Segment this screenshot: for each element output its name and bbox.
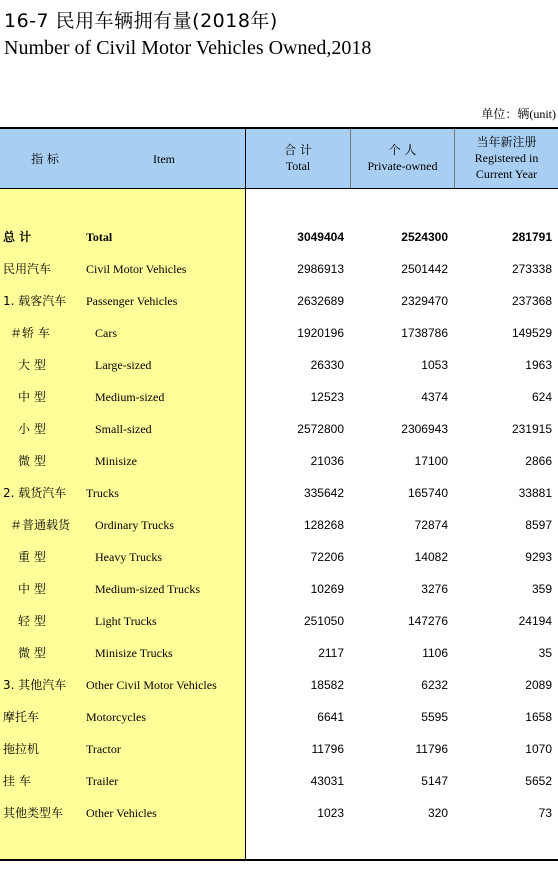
- row-label-en: Medium-sized Trucks: [95, 582, 200, 596]
- row-label-en: Passenger Vehicles: [86, 294, 178, 308]
- cell-registered: 5652: [525, 774, 552, 788]
- row-label-cn: 微 型: [18, 646, 46, 660]
- column-header-item: Item: [153, 152, 175, 166]
- cell-registered: 231915: [511, 422, 552, 436]
- table-row: [0, 549, 558, 581]
- table-row: [0, 453, 558, 485]
- cell-private: 1053: [421, 358, 448, 372]
- cell-total: 12523: [310, 390, 344, 404]
- table-title-english: Number of Civil Motor Vehicles Owned,2018: [4, 37, 372, 59]
- row-label-en: Civil Motor Vehicles: [86, 262, 187, 276]
- row-label-cn: 中 型: [18, 582, 46, 596]
- column-header-private: [351, 142, 454, 174]
- column-header-registered-en-2: Current Year: [475, 167, 538, 181]
- table-row: [0, 485, 558, 517]
- table-row: [0, 389, 558, 421]
- cell-total: 6641: [317, 710, 344, 724]
- cell-private: 17100: [414, 454, 448, 468]
- cell-registered: 281791: [511, 230, 552, 244]
- cell-private: 320: [427, 806, 448, 820]
- cell-total: 335642: [303, 486, 344, 500]
- row-label-en: Other Vehicles: [86, 806, 157, 820]
- cell-total: 26330: [310, 358, 344, 372]
- cell-private: 14082: [414, 550, 448, 564]
- cell-total: 1023: [317, 806, 344, 820]
- cell-private: 5147: [421, 774, 448, 788]
- table-row: [0, 581, 558, 613]
- cell-private: 72874: [414, 518, 448, 532]
- cell-private: 2524300: [401, 230, 448, 244]
- cell-total: 1920196: [297, 326, 344, 340]
- cell-total: 2632689: [297, 294, 344, 308]
- cell-registered: 1070: [525, 742, 552, 756]
- row-label-en: Cars: [95, 326, 117, 340]
- cell-registered: 237368: [511, 294, 552, 308]
- cell-private: 165740: [407, 486, 448, 500]
- cell-registered: 149529: [511, 326, 552, 340]
- cell-total: 11796: [311, 742, 344, 756]
- row-label-en: Large-sized: [95, 358, 152, 372]
- cell-total: 43031: [310, 774, 344, 788]
- row-label-cn: 其他类型车: [3, 806, 64, 820]
- column-header-indicator: 指 标: [31, 152, 59, 166]
- cell-registered: 35: [538, 646, 552, 660]
- cell-registered: 273338: [511, 262, 552, 276]
- cell-private: 147276: [407, 614, 448, 628]
- column-header-registered-en-1: Registered in: [474, 151, 539, 165]
- row-label-en: Minisize: [95, 454, 137, 468]
- cell-registered: 1658: [525, 710, 552, 724]
- row-label-en: Trailer: [86, 774, 119, 788]
- cell-total: 18582: [310, 678, 344, 692]
- cell-private: 2329470: [401, 294, 448, 308]
- table-row: [0, 613, 558, 645]
- row-label-cn: 民用汽车: [3, 262, 52, 276]
- row-label-en: Motorcycles: [86, 710, 146, 724]
- row-label-cn: 大 型: [18, 358, 46, 372]
- cell-private: 3276: [421, 582, 448, 596]
- cell-registered: 24194: [518, 614, 552, 628]
- cell-total: 10269: [310, 582, 344, 596]
- table-row: [0, 421, 558, 453]
- cell-private: 2501442: [401, 262, 448, 276]
- row-label-cn: 2. 载货汽车: [3, 486, 67, 500]
- table-bottom-rule: [0, 859, 558, 861]
- cell-total: 2986913: [297, 262, 344, 276]
- column-header-total-cn: 合 计: [284, 143, 312, 157]
- table-row: [0, 261, 558, 293]
- cell-registered: 9293: [525, 550, 552, 564]
- cell-registered: 359: [531, 582, 552, 596]
- unit-label-english: (unit): [529, 107, 556, 121]
- row-label-cn: 挂 车: [3, 774, 31, 788]
- unit-label: [481, 105, 556, 122]
- row-label-cn: 小 型: [18, 422, 46, 436]
- table-row-total: [0, 229, 558, 261]
- cell-total: 3049404: [297, 230, 344, 244]
- row-label-cn: 轻 型: [18, 614, 46, 628]
- row-label-cn: 微 型: [18, 454, 46, 468]
- row-label-en: Total: [86, 230, 113, 244]
- table-row: [0, 325, 558, 357]
- cell-total: 2572800: [297, 422, 344, 436]
- row-label-en: Other Civil Motor Vehicles: [86, 678, 217, 692]
- cell-private: 2306943: [401, 422, 448, 436]
- row-label-cn: 重 型: [18, 550, 46, 564]
- cell-total: 72206: [310, 550, 344, 564]
- cell-registered: 33881: [518, 486, 552, 500]
- row-label-en: Tractor: [86, 742, 121, 756]
- cell-registered: 73: [538, 806, 552, 820]
- row-label-cn: 拖拉机: [3, 742, 40, 756]
- unit-label-chinese: 单位：辆: [481, 107, 530, 121]
- row-label-en: Trucks: [86, 486, 119, 500]
- row-label-en: Minisize Trucks: [95, 646, 173, 660]
- row-label-cn: 3. 其他汽车: [3, 678, 67, 692]
- cell-total: 251050: [303, 614, 344, 628]
- table-row: [0, 709, 558, 741]
- table-row: [0, 677, 558, 709]
- cell-registered: 2089: [525, 678, 552, 692]
- row-label-cn: 摩托车: [3, 710, 40, 724]
- row-label-cn: ＃轿 车: [10, 326, 50, 340]
- table-row: [0, 741, 558, 773]
- cell-registered: 1963: [525, 358, 552, 372]
- column-header-registered-cn: 当年新注册: [476, 135, 537, 149]
- table-title-chinese: 16-7 民用车辆拥有量(2018年): [4, 10, 278, 32]
- cell-total: 21036: [310, 454, 344, 468]
- row-label-cn: 1. 载客汽车: [3, 294, 67, 308]
- table-row: [0, 645, 558, 677]
- row-label-en: Small-sized: [95, 422, 152, 436]
- cell-total: 2117: [318, 646, 344, 660]
- row-label-en: Medium-sized: [95, 390, 165, 404]
- cell-registered: 8597: [525, 518, 552, 532]
- cell-private: 6232: [421, 678, 448, 692]
- table-row: [0, 293, 558, 325]
- row-label-cn: ＃普通载货: [10, 518, 71, 532]
- cell-total: 128268: [303, 518, 344, 532]
- cell-registered: 624: [531, 390, 552, 404]
- column-header-private-en: Private-owned: [367, 159, 438, 173]
- table-row: [0, 805, 558, 837]
- column-header-total-en: Total: [285, 159, 311, 173]
- row-label-en: Light Trucks: [95, 614, 157, 628]
- row-label-en: Ordinary Trucks: [95, 518, 175, 532]
- cell-private: 5595: [421, 710, 448, 724]
- cell-private: 1738786: [401, 326, 448, 340]
- column-header-total: [246, 142, 350, 174]
- cell-private: 1106: [422, 646, 448, 660]
- table-row: [0, 357, 558, 389]
- cell-private: 4374: [421, 390, 448, 404]
- cell-registered: 2866: [525, 454, 552, 468]
- row-label-cn: 总 计: [3, 230, 32, 244]
- column-header-registered: [455, 134, 558, 182]
- row-label-en: Heavy Trucks: [95, 550, 163, 564]
- cell-private: 11796: [415, 742, 448, 756]
- header-bottom-rule: [0, 188, 558, 189]
- row-label-cn: 中 型: [18, 390, 46, 404]
- column-header-private-cn: 个 人: [388, 143, 417, 157]
- table-top-rule: [0, 127, 558, 129]
- table-row: [0, 773, 558, 805]
- table-row: [0, 517, 558, 549]
